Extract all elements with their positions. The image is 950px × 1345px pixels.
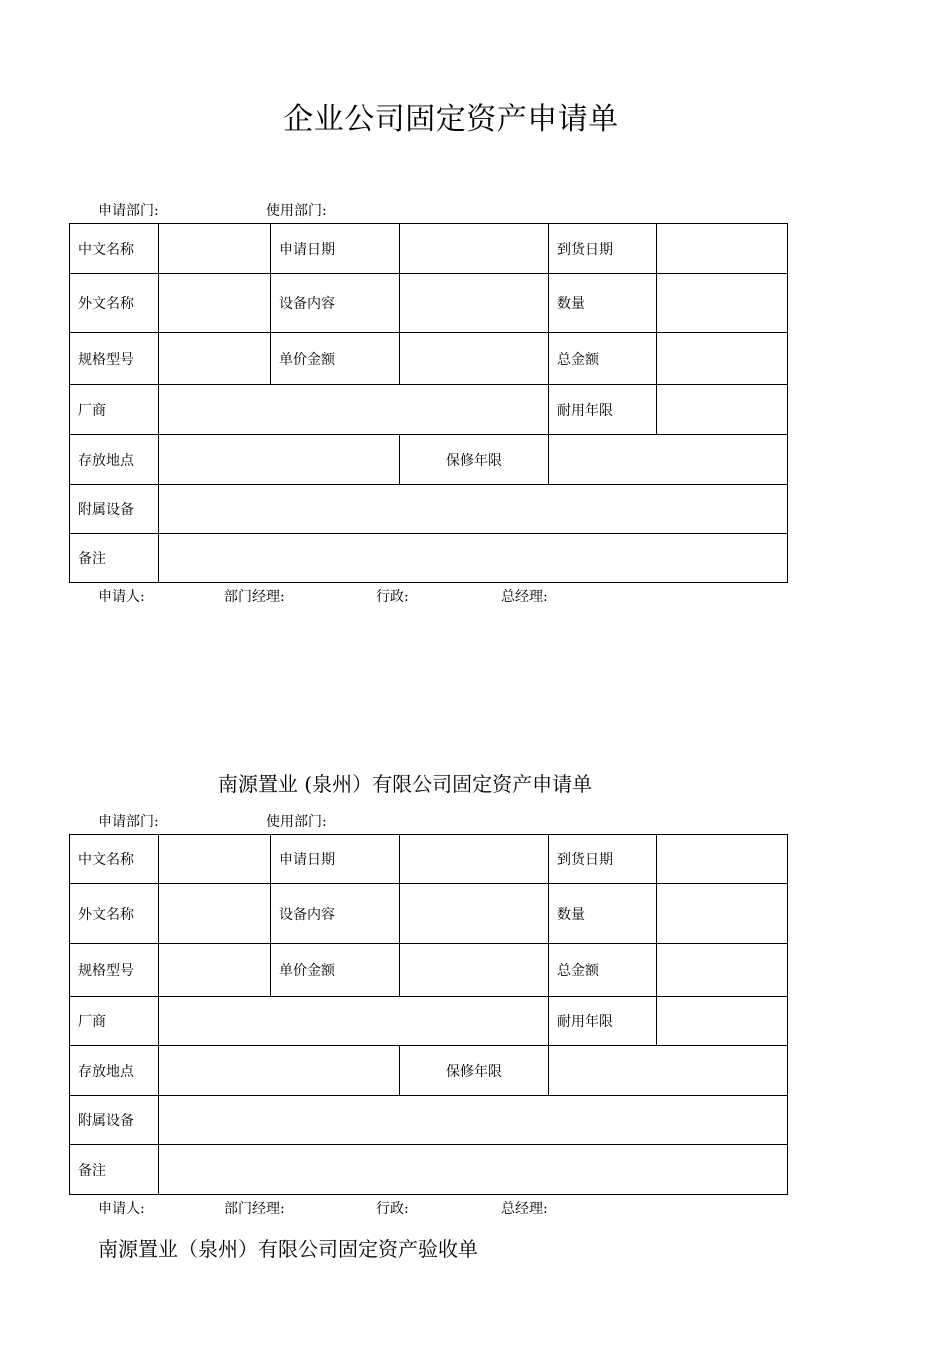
manufacturer-label: 厂商 xyxy=(70,997,159,1046)
service-life-cell[interactable] xyxy=(657,997,788,1046)
apply-dept-label: 申请部门: xyxy=(98,814,159,830)
total-amount-cell[interactable] xyxy=(657,333,788,385)
unit-price-label: 单价金额 xyxy=(271,333,400,385)
warranty-years-cell[interactable] xyxy=(549,435,788,485)
foreign-name-cell[interactable] xyxy=(159,274,271,333)
equipment-content-label: 设备内容 xyxy=(271,884,400,944)
quantity-cell[interactable] xyxy=(657,884,788,944)
apply-date-label: 申请日期 xyxy=(271,224,400,274)
remarks-cell[interactable] xyxy=(159,1145,788,1195)
service-life-label: 耐用年限 xyxy=(549,997,657,1046)
quantity-label: 数量 xyxy=(549,274,657,333)
service-life-cell[interactable] xyxy=(657,385,788,435)
admin-label: 行政: xyxy=(376,1201,409,1217)
accessories-label: 附属设备 xyxy=(70,1096,159,1145)
arrival-date-cell[interactable] xyxy=(657,224,788,274)
accessories-label: 附属设备 xyxy=(70,485,159,534)
storage-location-cell[interactable] xyxy=(159,1046,400,1096)
accessories-cell[interactable] xyxy=(159,485,788,534)
equipment-content-cell[interactable] xyxy=(400,884,549,944)
storage-location-cell[interactable] xyxy=(159,435,400,485)
use-dept-label: 使用部门: xyxy=(266,203,327,219)
admin-label: 行政: xyxy=(376,589,409,605)
equipment-content-cell[interactable] xyxy=(400,274,549,333)
equipment-content-label: 设备内容 xyxy=(271,274,400,333)
warranty-years-cell[interactable] xyxy=(549,1046,788,1096)
total-amount-label: 总金额 xyxy=(549,333,657,385)
apply-date-cell[interactable] xyxy=(400,835,549,884)
storage-location-label: 存放地点 xyxy=(70,1046,159,1096)
apply-date-label: 申请日期 xyxy=(271,835,400,884)
applicant-label: 申请人: xyxy=(98,1201,145,1217)
unit-price-cell[interactable] xyxy=(400,333,549,385)
form1-table xyxy=(69,223,788,583)
service-life-label: 耐用年限 xyxy=(549,385,657,435)
form3-title: 南源置业（泉州）有限公司固定资产验收单 xyxy=(98,1237,478,1261)
accessories-cell[interactable] xyxy=(159,1096,788,1145)
cn-name-label: 中文名称 xyxy=(70,224,159,274)
form2-title: 南源置业 (泉州）有限公司固定资产申请单 xyxy=(217,772,593,796)
arrival-date-label: 到货日期 xyxy=(549,224,657,274)
page-title: 企业公司固定资产申请单 xyxy=(283,102,619,137)
total-amount-cell[interactable] xyxy=(657,944,788,997)
cn-name-cell[interactable] xyxy=(159,224,271,274)
general-manager-label: 总经理: xyxy=(501,589,548,605)
remarks-cell[interactable] xyxy=(159,534,788,583)
foreign-name-label: 外文名称 xyxy=(70,274,159,333)
cn-name-label: 中文名称 xyxy=(70,835,159,884)
foreign-name-cell[interactable] xyxy=(159,884,271,944)
spec-model-cell[interactable] xyxy=(159,944,271,997)
applicant-label: 申请人: xyxy=(98,589,145,605)
general-manager-label: 总经理: xyxy=(501,1201,548,1217)
apply-dept-label: 申请部门: xyxy=(98,203,159,219)
manufacturer-label: 厂商 xyxy=(70,385,159,435)
quantity-label: 数量 xyxy=(549,884,657,944)
storage-location-label: 存放地点 xyxy=(70,435,159,485)
remarks-label: 备注 xyxy=(70,534,159,583)
dept-manager-label: 部门经理: xyxy=(224,589,285,605)
warranty-years-label: 保修年限 xyxy=(400,1046,549,1096)
remarks-label: 备注 xyxy=(70,1145,159,1195)
warranty-years-label: 保修年限 xyxy=(400,435,549,485)
apply-date-cell[interactable] xyxy=(400,224,549,274)
cn-name-cell[interactable] xyxy=(159,835,271,884)
manufacturer-cell[interactable] xyxy=(159,385,549,435)
spec-model-label: 规格型号 xyxy=(70,333,159,385)
use-dept-label: 使用部门: xyxy=(266,814,327,830)
form2-table xyxy=(69,834,788,1195)
spec-model-cell[interactable] xyxy=(159,333,271,385)
unit-price-cell[interactable] xyxy=(400,944,549,997)
arrival-date-cell[interactable] xyxy=(657,835,788,884)
spec-model-label: 规格型号 xyxy=(70,944,159,997)
manufacturer-cell[interactable] xyxy=(159,997,549,1046)
quantity-cell[interactable] xyxy=(657,274,788,333)
total-amount-label: 总金额 xyxy=(549,944,657,997)
dept-manager-label: 部门经理: xyxy=(224,1201,285,1217)
arrival-date-label: 到货日期 xyxy=(549,835,657,884)
foreign-name-label: 外文名称 xyxy=(70,884,159,944)
unit-price-label: 单价金额 xyxy=(271,944,400,997)
